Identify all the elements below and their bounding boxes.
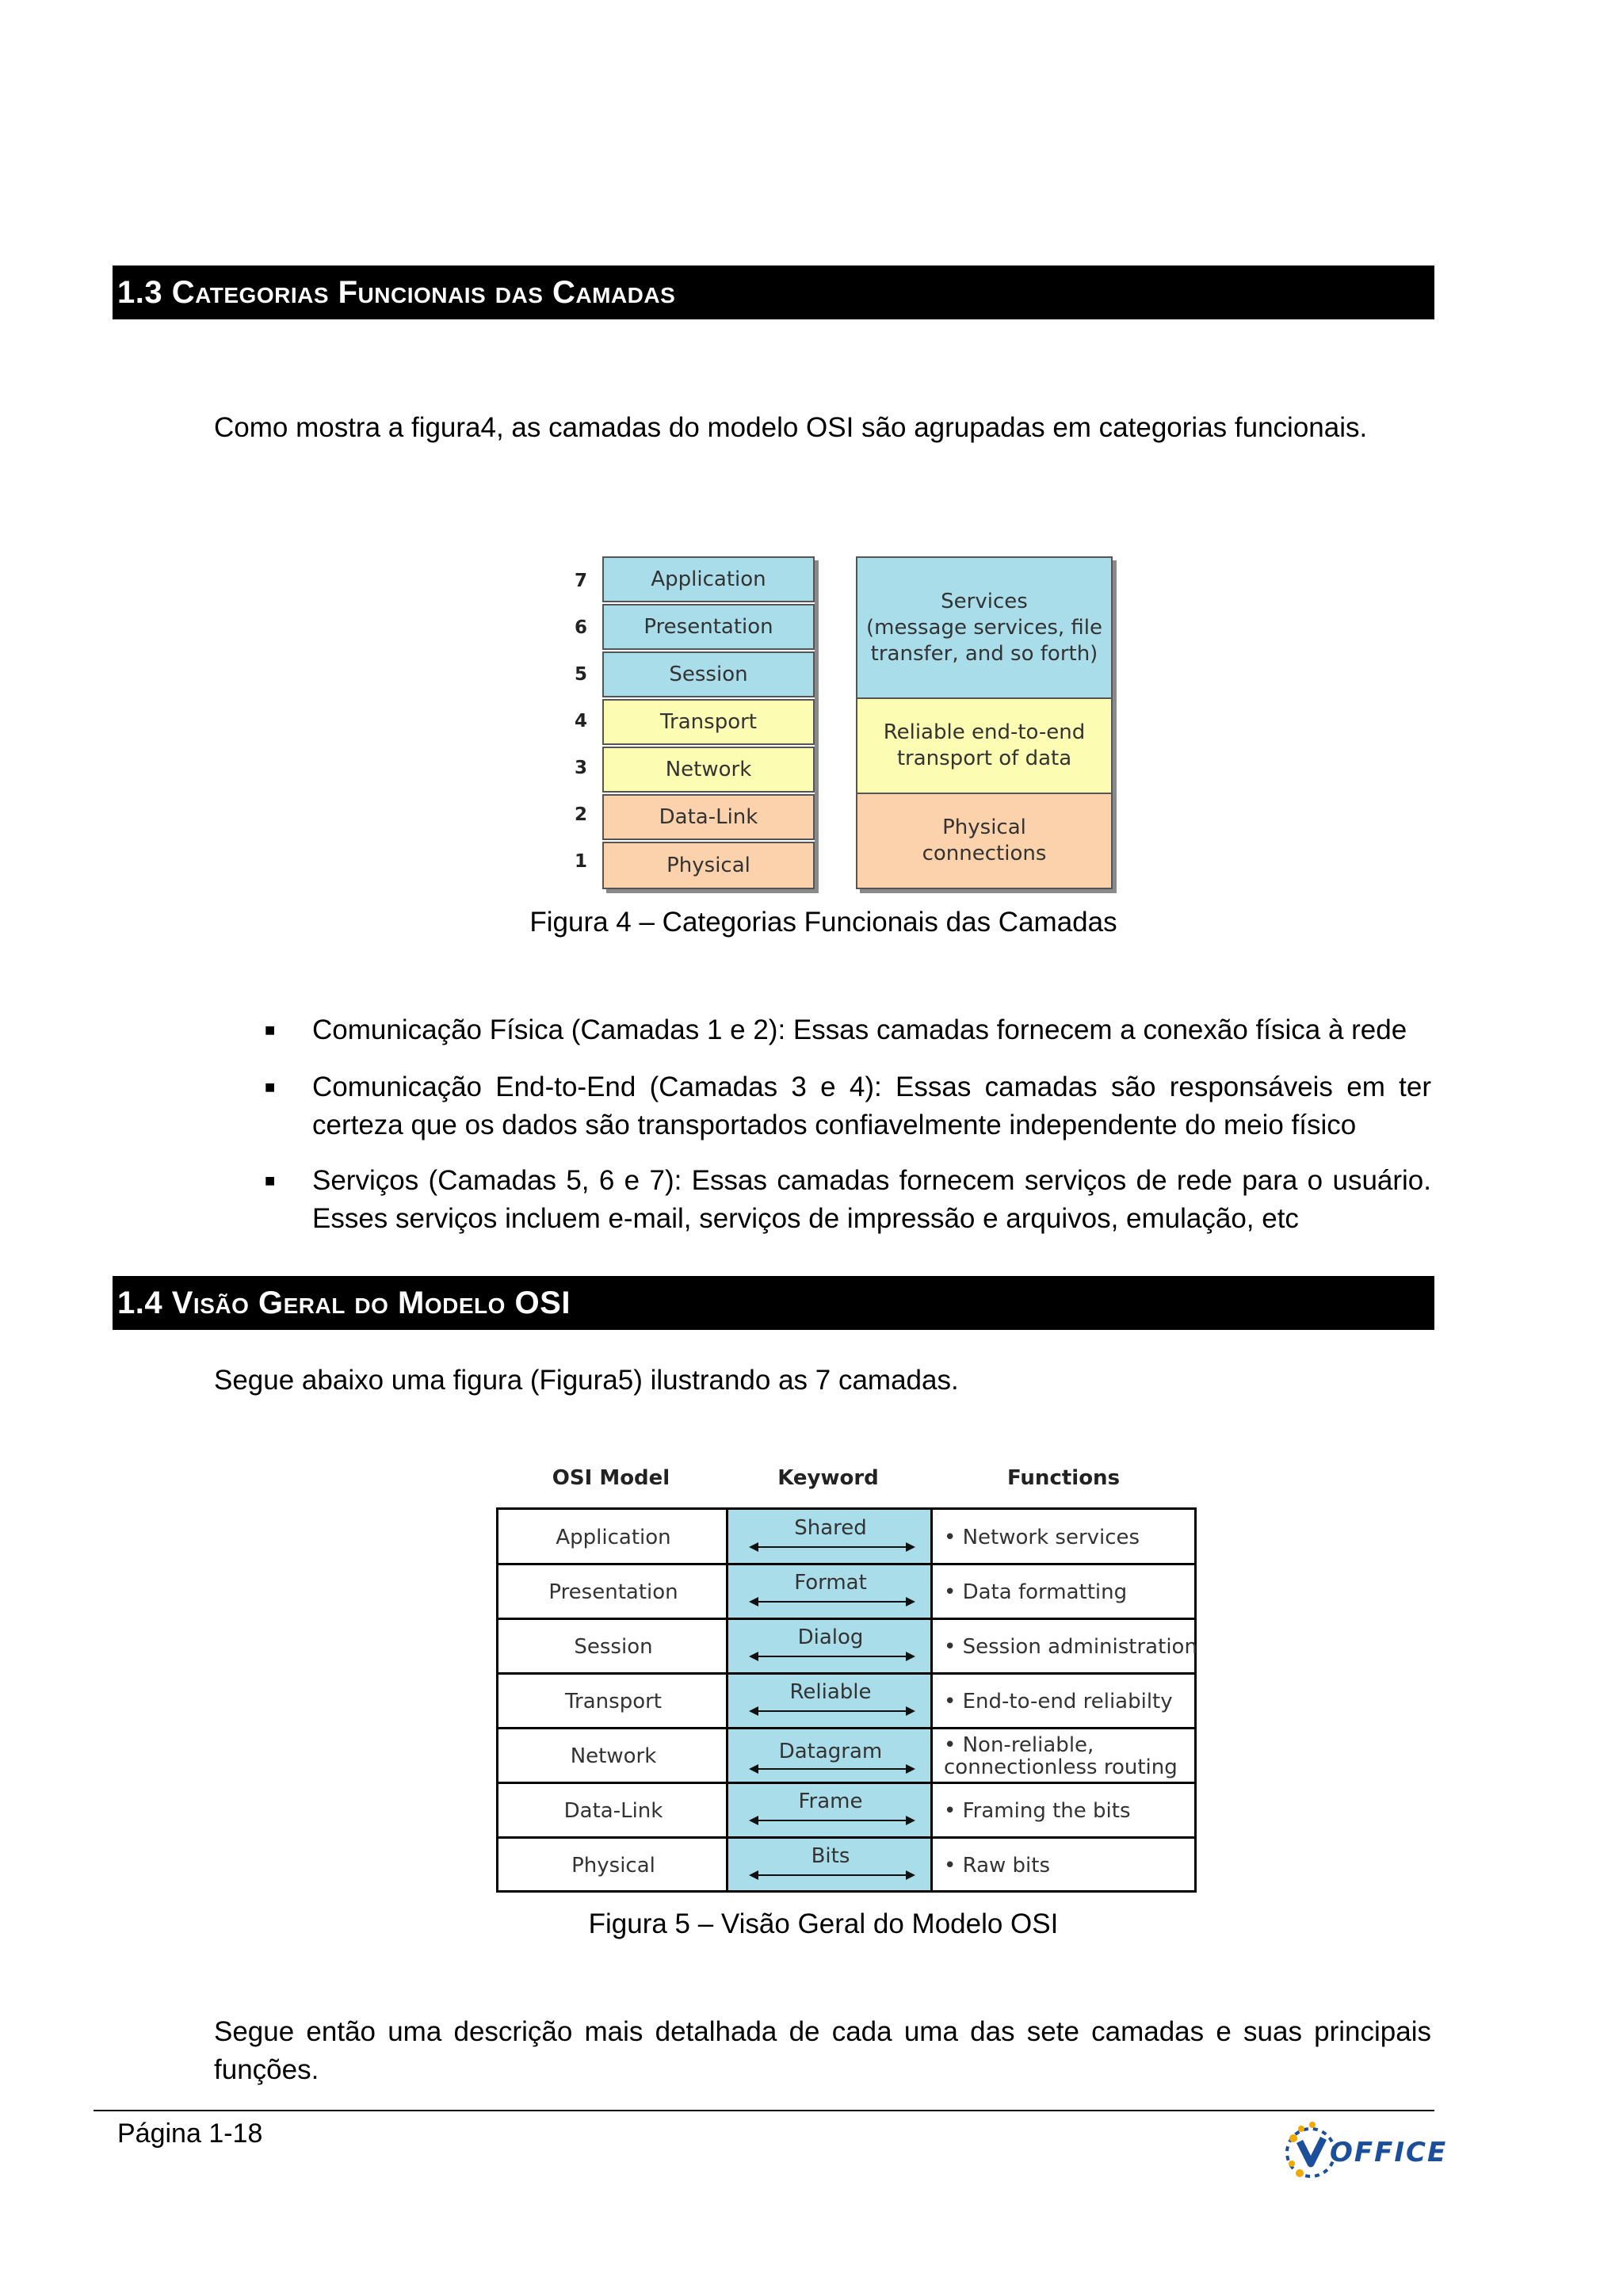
table-cell-function: • Session administration [944, 1634, 1197, 1659]
intro-paragraph: Como mostra a figura4, as camadas do modelo OSI são agrupadas em categorias funcionais. [214, 412, 1368, 443]
table-cell-function: • End-to-end reliabilty [944, 1689, 1173, 1713]
figure-4-functional-categories [563, 552, 1117, 897]
category-services: Services (message services, file transfer, and so forth) [856, 556, 1113, 699]
double-arrow-icon [749, 1596, 915, 1607]
table-cell-keyword: Dialog [797, 1626, 864, 1649]
table-cell-model: Data-Link [563, 1798, 663, 1823]
layer-application: Application [602, 556, 815, 602]
double-arrow-icon [749, 1815, 915, 1826]
table-cell-keyword: Reliable [789, 1680, 872, 1704]
figure-5-osi-overview [496, 1458, 1197, 1902]
page-number: Página 1-18 [117, 2118, 263, 2149]
section-title: Categorias Funcionais das Camadas [171, 274, 676, 310]
double-arrow-icon [749, 1541, 915, 1553]
layer-physical: Physical [602, 842, 815, 889]
bullet-square-icon: ■ [265, 1171, 276, 1190]
bullet-item: Comunicação End-to-End (Camadas 3 e 4): Essas camadas são responsáveis em ter certeza que os dados são transportados confiavelmente independente do meio físico [312, 1072, 1431, 1140]
table-cell-model: Session [574, 1634, 653, 1659]
header-functions: Functions [1006, 1466, 1121, 1490]
bullet-square-icon: ■ [265, 1020, 276, 1040]
layer-number: 5 [574, 664, 587, 685]
table-cell-model: Application [556, 1525, 671, 1549]
double-arrow-icon [749, 1651, 915, 1662]
table-cell-function: • Framing the bits [944, 1798, 1131, 1823]
layer-transport: Transport [602, 699, 815, 745]
section-heading-1-3 [113, 266, 1434, 319]
table-cell-function: • Raw bits [944, 1853, 1051, 1878]
layer-number: 1 [574, 851, 587, 872]
category-physical: Physical connections [856, 793, 1113, 889]
logo-text: OFFICE [1330, 2137, 1448, 2168]
bullet-item: Serviços (Camadas 5, 6 e 7): Essas camadas fornecem serviços de rede para o usuário. Esses serviços incluem e-mail, serviços de impressão e arquivos, emulação, etc [312, 1165, 1431, 1234]
layer-number: 7 [574, 571, 587, 591]
section-heading-1-4 [113, 1276, 1434, 1330]
category-transport: Reliable end-to-end transport of data [856, 697, 1113, 794]
layer-data-link: Data-Link [602, 794, 815, 840]
table-cell-keyword: Shared [794, 1516, 867, 1540]
table-cell-keyword: Format [794, 1571, 867, 1595]
office-logo [1277, 2115, 1448, 2186]
layer-session: Session [602, 651, 815, 697]
bullet-item: Comunicação Física (Camadas 1 e 2): Essas camadas fornecem a conexão física à rede [312, 1014, 1407, 1045]
bullet-square-icon: ■ [265, 1077, 276, 1097]
table-cell-function: • Non-reliable, connectionless routing [944, 1733, 1178, 1779]
double-arrow-icon [749, 1870, 915, 1881]
layer-number: 6 [574, 617, 587, 638]
double-arrow-icon [749, 1763, 915, 1775]
layer-number: 3 [574, 758, 587, 778]
layer-number: 4 [574, 711, 587, 732]
osi-table [496, 1507, 1197, 1893]
section-number: 1.3 [117, 274, 163, 310]
footer-rule [94, 2110, 1434, 2111]
layer-network: Network [602, 747, 815, 793]
table-cell-keyword: Bits [811, 1844, 850, 1868]
figure-5-intro: Segue abaixo uma figura (Figura5) ilustrando as 7 camadas. [214, 1365, 959, 1396]
table-cell-function: • Data formatting [944, 1580, 1128, 1604]
closing-paragraph: Segue então uma descrição mais detalhada de cada uma das sete camadas e suas principais funções. [214, 2016, 1431, 2085]
double-arrow-icon [749, 1706, 915, 1717]
layer-number: 2 [574, 804, 587, 825]
table-cell-model: Physical [571, 1853, 655, 1878]
section-number: 1.4 [117, 1285, 163, 1320]
layer-presentation: Presentation [602, 604, 815, 650]
table-cell-model: Transport [564, 1689, 662, 1713]
header-keyword: Keyword [777, 1466, 879, 1490]
header-osi-model: OSI Model [552, 1466, 670, 1490]
figure-5-caption: Figura 5 – Visão Geral do Modelo OSI [588, 1908, 1059, 1939]
section-title: Visão Geral do Modelo OSI [171, 1285, 571, 1320]
table-cell-keyword: Datagram [778, 1740, 883, 1763]
figure-4-caption: Figura 4 – Categorias Funcionais das Camadas [529, 907, 1117, 938]
table-cell-model: Presentation [548, 1580, 678, 1604]
table-cell-keyword: Frame [798, 1790, 863, 1813]
table-cell-model: Network [570, 1744, 657, 1768]
table-cell-function: • Network services [944, 1525, 1140, 1549]
